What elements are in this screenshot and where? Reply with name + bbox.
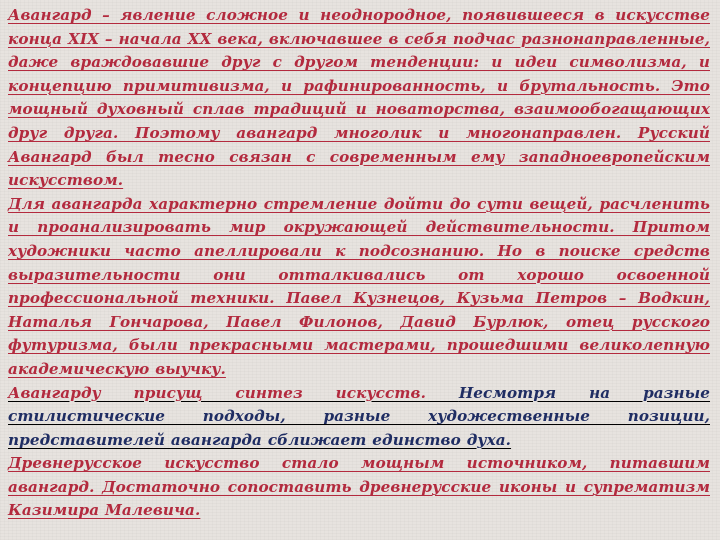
paragraph-synthesis-of-arts <box>8 382 710 453</box>
paragraph-avant-garde-analysis: Для авангарда характерно стремление дойти до сути вещей, расчленить и проанализировать мир окружающей действительности. Притом художники часто апеллировали к подсознанию. Но в поиске средств выразительности они отталкивались от хорошо освоенной профессиональной техники. Павел Кузнецов, Кузьма Петров – Водкин, Наталья Гончарова, Павел Филонов, Давид Бурлюк, отец русского футуризма, были прекрасными мастерами, прошедшими великолепную академическую выучку. <box>8 194 710 378</box>
paragraph-avant-garde-intro: Авангард – явление сложное и неоднородное, появившееся в искусстве конца XIX – начала XX века, включавшее в себя подчас разнонаправленные, даже враждовавшие друг с другом тенденции: и идеи символизма, и концепцию примитивизма, и рафинированность, и брутальность. Это мощный духовный сплав традиций и новаторства, взаимообогащающих друг друга. Поэтому авангард многолик и многонаправлен. Русский Авангард был тесно связан с современным ему западноевропейским искусством. <box>8 6 710 190</box>
synthesis-sentence: Авангарду присущ синтез искусств. <box>8 383 459 402</box>
unity-of-spirit-sentence: Несмотря на разные стилистические подходы, разные художественные позиции, представителей авангарда сближает единство духа. <box>8 383 711 449</box>
paragraph-old-russian-art: Древнерусское искусство стало мощным источником, питавшим авангард. Достаточно сопоставить древнерусские иконы и супрематизм Казимира Малевича. <box>8 454 710 520</box>
